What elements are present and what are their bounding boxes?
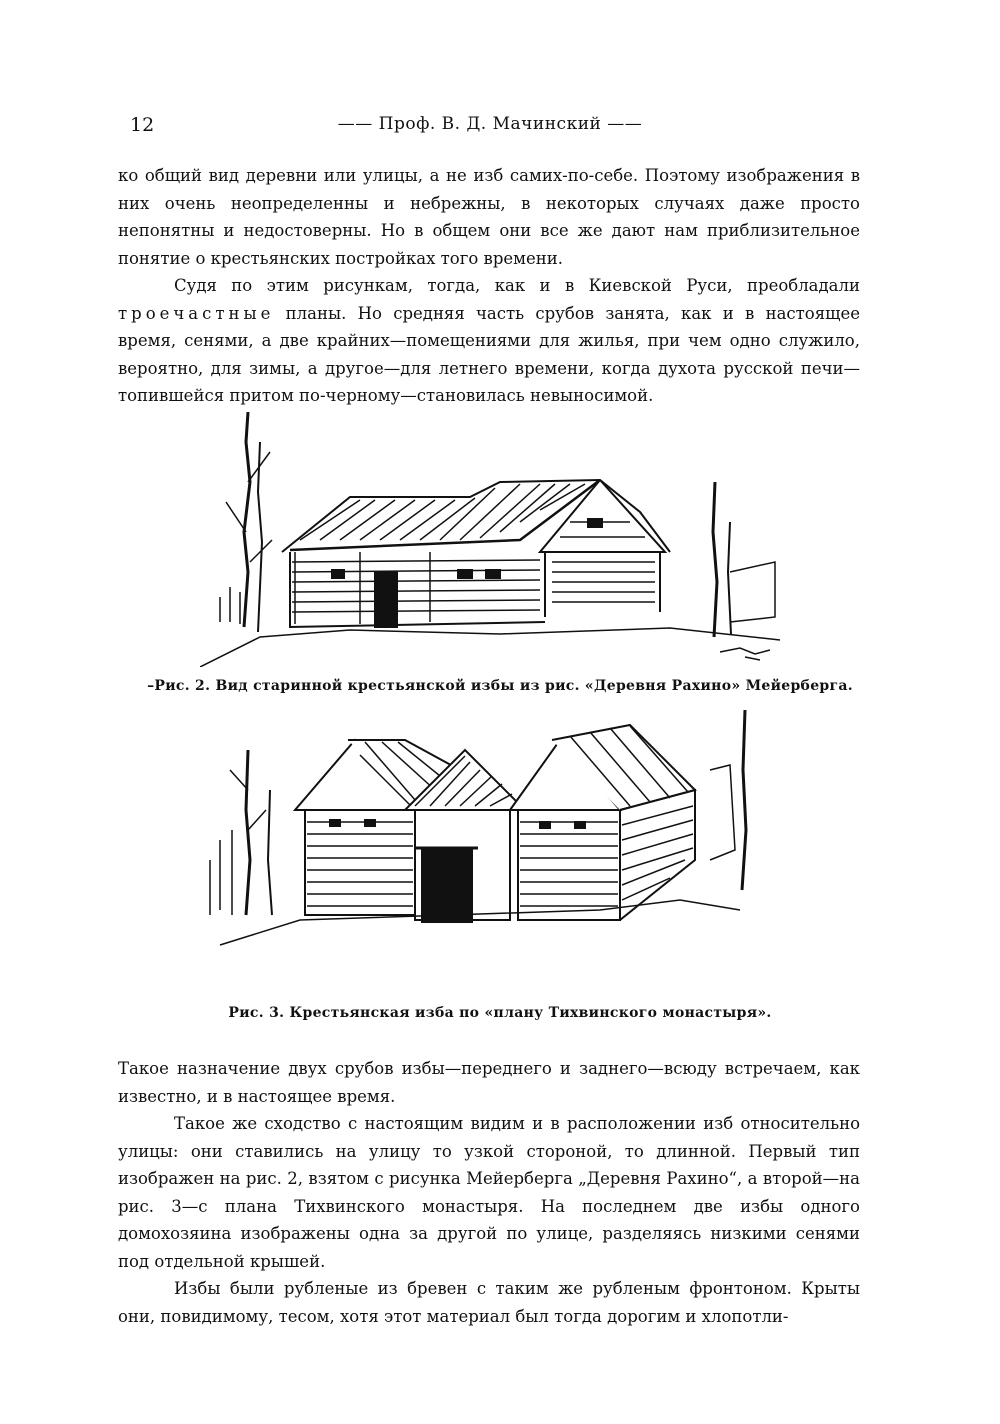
bottom-text [118,1055,860,1330]
paragraph-text: планы. Но средняя часть срубов занята, как и в настоящее время, сенями, а две крайних—помещениями для жилья, при чем одно служило, вероятно, для зимы, а другое—для летнего времени, когда духота русской печи—топившейся притом по-черному—становилась невыносимой. [118,303,860,405]
paragraph [118,272,860,410]
page-number: 12 [130,114,155,136]
figure-2-caption: –Рис. 2. Вид старинной крестьянской избы из рис. «Деревня Рахино» Мейерберга. [147,678,853,694]
spaced-emphasis: троечастные [118,303,275,323]
figure-3-illustration [200,710,760,960]
figure-2-illustration [200,412,800,667]
running-title: —— Проф. В. Д. Мачинский —— [337,114,643,134]
figure-3-caption: Рис. 3. Крестьянская изба по «плану Тихвинского монастыря». [228,1005,772,1021]
page-header [120,114,860,144]
paragraph-text: Судя по этим рисункам, тогда, как и в Киевской Руси, преобладали [174,276,860,295]
paragraph: ко общий вид деревни или улицы, а не изб самих-по-себе. Поэтому изображения в них очень неопределенны и небрежны, в некоторых случаях даже просто непонятны и недостоверны. Но в общем они все же дают нам приблизительное понятие о крестьянских постройках того времени. [118,166,860,268]
paragraph: Такое назначение двух срубов избы—переднего и заднего—всюду встречаем, как известно, и в настоящее время. [118,1059,860,1106]
paragraph: Такое же сходство с настоящим видим и в расположении изб относительно улицы: они ставились на улицу то узкой стороной, то длинной. Первый тип изображен на рис. 2, взятом с рисунка Мейерберга „Деревня Рахино“, а второй—на рис. 3—с плана Тихвинского монастыря. На последнем две избы одного домохозяина изображены одна за другой по улице, разделяясь низкими сенями под отдельной крышей. [118,1114,860,1271]
top-text [118,162,860,410]
paragraph: Избы были рубленые из бревен с таким же рубленым фронтоном. Крыты они, повидимому, тесом, хотя этот материал был тогда дорогим и хлопотли- [118,1279,860,1326]
